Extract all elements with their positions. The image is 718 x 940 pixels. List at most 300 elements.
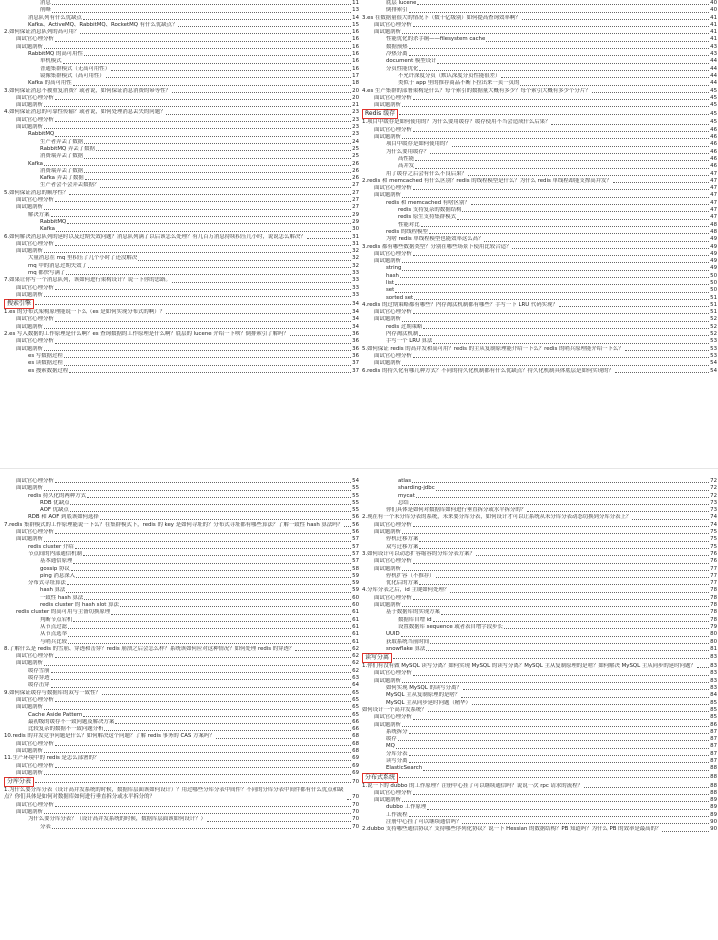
toc-entry[interactable] <box>362 273 717 280</box>
toc-entry[interactable] <box>362 346 717 353</box>
toc-page-number: 49 <box>710 258 717 265</box>
toc-entry[interactable] <box>4 277 359 284</box>
toc-entry[interactable] <box>4 309 359 316</box>
toc-entry[interactable] <box>4 131 359 138</box>
toc-entry[interactable] <box>4 660 359 667</box>
toc-entry[interactable] <box>4 500 359 507</box>
toc-entry[interactable] <box>4 316 359 323</box>
toc-entry[interactable] <box>362 700 717 707</box>
toc-entry[interactable] <box>362 743 717 750</box>
toc-page-number: 49 <box>710 236 717 243</box>
toc-page-number: 51 <box>710 294 717 301</box>
toc-entry[interactable] <box>4 22 359 29</box>
toc-entry[interactable] <box>362 609 717 616</box>
toc-entry[interactable] <box>4 763 359 770</box>
toc-entry[interactable] <box>4 609 359 616</box>
toc-entry[interactable] <box>362 478 717 485</box>
toc-page-number: 72 <box>710 492 717 499</box>
dot-leader <box>55 533 351 534</box>
toc-entry[interactable] <box>362 751 717 758</box>
toc-entry[interactable] <box>362 722 717 729</box>
toc-entry[interactable] <box>4 631 359 638</box>
toc-section-heading[interactable] <box>4 777 359 787</box>
dot-leader <box>44 490 351 491</box>
toc-entry[interactable] <box>362 812 717 819</box>
toc-entry[interactable] <box>362 156 717 163</box>
toc-entry[interactable] <box>362 544 717 551</box>
toc-entry[interactable] <box>4 824 359 831</box>
toc-entry[interactable] <box>4 124 359 131</box>
toc-entry[interactable] <box>4 66 359 73</box>
toc-entry[interactable] <box>362 149 717 156</box>
toc-entry[interactable] <box>362 595 717 602</box>
toc-entry[interactable] <box>4 741 359 748</box>
toc-entry[interactable] <box>362 819 717 826</box>
toc-entry[interactable] <box>4 690 359 697</box>
toc-entry[interactable] <box>4 485 359 492</box>
dot-leader <box>51 672 352 673</box>
toc-entry[interactable] <box>362 280 717 287</box>
toc-page-number: 90 <box>710 826 717 833</box>
toc-entry[interactable] <box>4 668 359 675</box>
toc-page-number: 48 <box>710 221 717 228</box>
toc-entry[interactable] <box>362 493 717 500</box>
toc-entry[interactable] <box>4 529 359 536</box>
dot-leader <box>80 33 351 34</box>
toc-entry[interactable] <box>362 141 717 148</box>
toc-entry-title: redis 原生支持集群模式 <box>398 214 456 221</box>
toc-entry[interactable] <box>362 66 717 73</box>
toc-entry[interactable] <box>4 95 359 102</box>
toc-entry[interactable] <box>4 617 359 624</box>
toc-entry[interactable] <box>362 558 717 565</box>
toc-entry[interactable] <box>4 29 359 36</box>
toc-entry[interactable] <box>4 551 359 558</box>
toc-entry[interactable] <box>362 602 717 609</box>
section-title: 搜索引擎 <box>4 299 34 309</box>
dot-leader <box>419 541 709 542</box>
toc-entry[interactable] <box>4 292 359 299</box>
toc-entry[interactable] <box>4 153 359 160</box>
dot-leader <box>44 813 351 814</box>
toc-page-number: 85 <box>710 699 717 706</box>
toc-page-number: 74 <box>710 514 717 521</box>
toc-entry[interactable] <box>4 573 359 580</box>
toc-entry[interactable] <box>362 765 717 772</box>
toc-entry[interactable] <box>362 171 717 178</box>
toc-entry[interactable] <box>4 44 359 51</box>
toc-entry-title: 面试题剖析 <box>16 345 43 352</box>
toc-entry[interactable] <box>4 212 359 219</box>
toc-entry[interactable] <box>4 587 359 594</box>
toc-entry[interactable] <box>4 263 359 270</box>
toc-section-heading[interactable] <box>4 299 359 309</box>
toc-entry-title: 3.如何设计可以动态扩容缩容的分库分表方案？ <box>362 550 475 557</box>
toc-entry[interactable] <box>4 324 359 331</box>
toc-entry[interactable] <box>4 646 359 653</box>
toc-entry[interactable] <box>362 685 717 692</box>
toc-entry-title: 面试题剖析 <box>374 134 401 141</box>
toc-entry[interactable] <box>4 102 359 109</box>
toc-entry[interactable] <box>4 682 359 689</box>
toc-entry[interactable] <box>4 182 359 189</box>
toc-entry-title: 工作流程 <box>386 811 408 818</box>
toc-entry[interactable] <box>362 758 717 765</box>
toc-entry[interactable] <box>362 258 717 265</box>
toc-entry[interactable] <box>362 331 717 338</box>
toc-page-number: 55 <box>352 492 359 499</box>
toc-page-number: 52 <box>710 331 717 338</box>
toc-entry-title: 面试官心理分析 <box>16 801 54 808</box>
toc-entry[interactable] <box>362 214 717 221</box>
toc-entry[interactable] <box>4 58 359 65</box>
toc-entry[interactable] <box>4 226 359 233</box>
toc-entry[interactable] <box>362 536 717 543</box>
toc-entry[interactable] <box>362 0 717 7</box>
toc-entry-title: snowflake 算法 <box>386 645 426 652</box>
dot-leader <box>409 733 710 734</box>
toc-entry[interactable] <box>362 714 717 721</box>
toc-entry-title: 缓存击穿 <box>28 682 50 689</box>
dot-leader <box>413 599 709 600</box>
toc-entry-title: 为什么要分库分表？（设计高并发系统的时候，数据库层面该如何设计？） <box>28 816 206 823</box>
toc-entry[interactable] <box>362 80 717 87</box>
toc-page-number: 20 <box>352 87 359 94</box>
toc-entry[interactable] <box>362 7 717 14</box>
toc-entry[interactable] <box>362 551 717 558</box>
toc-entry[interactable] <box>4 675 359 682</box>
toc-entry-title: 一致性 hash 算法 <box>40 594 84 601</box>
toc-entry[interactable] <box>362 663 717 670</box>
toc-entry[interactable] <box>362 95 717 102</box>
toc-entry-title: 7.如果让你写一个消息队列，该如何进行架构设计？说一下你的思路。 <box>4 277 171 284</box>
toc-section-heading[interactable] <box>362 109 717 119</box>
toc-entry[interactable] <box>362 631 717 638</box>
toc-entry-title: 镜像集群模式（高可用性） <box>40 72 105 79</box>
toc-entry[interactable] <box>4 353 359 360</box>
toc-entry[interactable] <box>362 580 717 587</box>
toc-entry[interactable] <box>4 346 359 353</box>
toc-entry[interactable] <box>362 244 717 251</box>
toc-entry[interactable] <box>4 0 359 7</box>
toc-entry[interactable] <box>4 241 359 248</box>
toc-entry[interactable] <box>4 219 359 226</box>
toc-entry-title: 面试官心理分析 <box>16 653 54 660</box>
toc-entry-title: 10.redis 的并发竞争问题是什么？如何解决这个问题？了解 redis 事务的 CAS 方案吗？ <box>4 733 215 740</box>
toc-entry[interactable] <box>4 168 359 175</box>
toc-entry[interactable] <box>362 624 717 631</box>
toc-entry[interactable] <box>4 15 359 22</box>
dot-leader <box>413 313 709 314</box>
toc-entry[interactable] <box>4 248 359 255</box>
toc-entry[interactable] <box>362 44 717 51</box>
toc-entry[interactable] <box>4 536 359 543</box>
toc-entry[interactable] <box>362 236 717 243</box>
toc-entry[interactable] <box>4 595 359 602</box>
toc-entry[interactable] <box>362 295 717 302</box>
dot-leader <box>55 201 351 202</box>
toc-entry[interactable] <box>362 58 717 65</box>
toc-entry[interactable] <box>362 51 717 58</box>
toc-entry[interactable] <box>4 204 359 211</box>
toc-entry[interactable] <box>362 88 717 95</box>
toc-entry[interactable] <box>362 485 717 492</box>
dot-leader <box>84 158 351 159</box>
dot-leader <box>520 85 709 86</box>
toc-entry[interactable] <box>362 200 717 207</box>
toc-page-number: 57 <box>352 558 359 565</box>
toc-page-number: 14 <box>352 14 359 21</box>
toc-entry[interactable] <box>362 514 717 521</box>
toc-page-number: 59 <box>352 572 359 579</box>
toc-entry[interactable] <box>4 748 359 755</box>
toc-entry-title: 2.现在有一个未分库分表的系统，未来要分库分表，如何设计才可以让系统从未分库分表动态切换到分库分表上？ <box>362 514 632 521</box>
toc-entry[interactable] <box>4 255 359 262</box>
toc-entry[interactable] <box>4 80 359 87</box>
toc-entry[interactable] <box>362 783 717 790</box>
toc-entry[interactable] <box>362 826 717 833</box>
toc-page-number: 68 <box>352 733 359 740</box>
toc-entry[interactable] <box>4 161 359 168</box>
toc-entry[interactable] <box>362 287 717 294</box>
toc-entry[interactable] <box>362 309 717 316</box>
toc-entry[interactable] <box>4 624 359 631</box>
toc-entry[interactable] <box>4 770 359 777</box>
toc-entry[interactable] <box>362 229 717 236</box>
toc-entry[interactable] <box>4 73 359 80</box>
toc-page-number: 88 <box>710 765 717 772</box>
toc-entry[interactable] <box>362 507 717 514</box>
toc-page-number: 55 <box>352 507 359 514</box>
dot-leader <box>527 511 709 512</box>
toc-entry[interactable] <box>362 324 717 331</box>
toc-entry[interactable] <box>4 558 359 565</box>
toc-entry[interactable] <box>362 36 717 43</box>
toc-entry[interactable] <box>362 302 717 309</box>
toc-entry[interactable] <box>362 573 717 580</box>
toc-page-number: 75 <box>710 536 717 543</box>
toc-entry[interactable] <box>4 146 359 153</box>
toc-entry[interactable] <box>362 678 717 685</box>
toc-entry-title: 2.redis 和 memcached 有什么区别？redis 的线程模型是什么？为什么 redis 单线程却能支撑高并发？ <box>362 177 612 184</box>
toc-page-number: 90 <box>710 819 717 826</box>
toc-entry[interactable] <box>4 580 359 587</box>
toc-entry[interactable] <box>362 353 717 360</box>
toc-page-number: 62 <box>352 645 359 652</box>
toc-entry[interactable] <box>362 251 717 258</box>
toc-page-number: 23 <box>352 124 359 131</box>
toc-entry-title: 注册中心挂了可以继续通信吗？ <box>386 819 462 826</box>
dot-leader <box>428 711 709 712</box>
toc-entry[interactable] <box>362 265 717 272</box>
dot-leader <box>393 658 709 659</box>
toc-entry[interactable] <box>362 707 717 714</box>
dot-leader <box>44 541 351 542</box>
toc-entry-title: 用了缓存之后会有什么不良后果？ <box>386 170 467 177</box>
toc-page-number: 54 <box>710 360 717 367</box>
toc-entry[interactable] <box>362 670 717 677</box>
toc-page-number: 84 <box>710 692 717 699</box>
toc-entry-title: 与哨兵比较 <box>40 638 67 645</box>
toc-entry-title: 总结 <box>398 499 409 506</box>
toc-entry[interactable] <box>362 646 717 653</box>
toc-section-heading[interactable] <box>362 653 717 663</box>
toc-entry[interactable] <box>362 729 717 736</box>
dot-leader <box>44 106 351 107</box>
toc-entry[interactable] <box>4 51 359 58</box>
dot-leader <box>106 77 351 78</box>
toc-entry[interactable] <box>362 639 717 646</box>
toc-entry[interactable] <box>362 797 717 804</box>
dot-leader <box>69 372 351 373</box>
toc-entry[interactable] <box>362 617 717 624</box>
toc-entry[interactable] <box>4 712 359 719</box>
toc-entry[interactable] <box>4 88 359 95</box>
dot-leader <box>66 274 351 275</box>
toc-entry[interactable] <box>4 139 359 146</box>
toc-entry-title: 面试题剖析 <box>16 536 43 543</box>
toc-entry[interactable] <box>362 360 717 367</box>
dot-leader <box>413 131 709 132</box>
toc-entry[interactable] <box>4 331 359 338</box>
dot-leader <box>429 233 709 234</box>
toc-page-number: 73 <box>710 507 717 514</box>
toc-entry[interactable] <box>362 29 717 36</box>
toc-entry[interactable] <box>4 639 359 646</box>
toc-entry[interactable] <box>4 285 359 292</box>
toc-entry[interactable] <box>4 368 359 375</box>
toc-entry[interactable] <box>4 514 359 521</box>
toc-entry[interactable] <box>4 704 359 711</box>
toc-entry[interactable] <box>4 493 359 500</box>
toc-entry[interactable] <box>4 234 359 241</box>
toc-entry[interactable] <box>362 134 717 141</box>
toc-page-number: 33 <box>352 269 359 276</box>
toc-entry[interactable] <box>4 697 359 704</box>
toc-entry-title: 获取系统当前时间 <box>386 638 430 645</box>
toc-page-number: 25 <box>352 145 359 152</box>
dot-leader <box>44 709 351 710</box>
toc-entry[interactable] <box>4 360 359 367</box>
toc-entry[interactable] <box>4 109 359 116</box>
toc-entry[interactable] <box>4 117 359 124</box>
toc-page-number: 62 <box>352 660 359 667</box>
dot-leader <box>402 262 709 263</box>
toc-page-number: 78 <box>710 594 717 601</box>
toc-entry[interactable] <box>4 338 359 345</box>
toc-entry[interactable] <box>362 522 717 529</box>
toc-entry[interactable] <box>362 587 717 594</box>
toc-entry[interactable] <box>362 178 717 185</box>
toc-entry-title: 3.如何保证消息不被重复消费？或者说，如何保证消息消费的幂等性？ <box>4 87 171 94</box>
dot-leader <box>413 719 709 720</box>
toc-entry[interactable] <box>4 197 359 204</box>
toc-entry[interactable] <box>362 338 717 345</box>
toc-entry[interactable] <box>362 566 717 573</box>
toc-entry-title: 最初级的缓存不一致问题及解决方案 <box>28 718 115 725</box>
toc-entry[interactable] <box>4 602 359 609</box>
toc-entry[interactable] <box>4 653 359 660</box>
toc-entry-title: 面试官心理分析 <box>374 352 412 359</box>
toc-entry[interactable] <box>362 222 717 229</box>
toc-entry[interactable] <box>4 36 359 43</box>
dot-leader <box>166 114 351 115</box>
toc-page-number: 44 <box>710 65 717 72</box>
toc-entry[interactable] <box>4 507 359 514</box>
toc-entry[interactable] <box>362 73 717 80</box>
toc-entry[interactable] <box>362 102 717 109</box>
toc-entry[interactable] <box>362 790 717 797</box>
toc-entry[interactable] <box>4 809 359 816</box>
toc-entry[interactable] <box>362 192 717 199</box>
toc-entry-title: 1.你们有没有做 MySQL 读写分离？如何实现 MySQL 的读写分离？MySQL 主从复制原理的是啥？如何解决 MySQL 主从同步的延时问题？ <box>362 663 696 670</box>
toc-entry[interactable] <box>362 119 717 126</box>
toc-entry[interactable] <box>362 736 717 743</box>
toc-entry[interactable] <box>362 185 717 192</box>
toc-entry[interactable] <box>4 478 359 485</box>
toc-entry[interactable] <box>362 529 717 536</box>
toc-entry[interactable] <box>4 190 359 197</box>
toc-entry-title: 性能对比 <box>398 221 420 228</box>
dot-leader <box>73 85 352 86</box>
toc-page-1 <box>0 0 718 468</box>
toc-entry[interactable] <box>4 787 359 802</box>
toc-entry[interactable] <box>4 816 359 823</box>
toc-entry[interactable] <box>362 368 717 375</box>
toc-entry[interactable] <box>4 566 359 573</box>
toc-page-number: 23 <box>352 131 359 138</box>
toc-entry[interactable] <box>362 163 717 170</box>
toc-page-number: 17 <box>352 72 359 79</box>
toc-entry[interactable] <box>362 127 717 134</box>
toc-entry[interactable] <box>4 270 359 277</box>
toc-entry[interactable] <box>362 22 717 29</box>
toc-entry[interactable] <box>362 500 717 507</box>
dot-leader <box>69 194 351 195</box>
toc-entry[interactable] <box>4 522 359 529</box>
dot-leader <box>120 606 351 607</box>
toc-entry[interactable] <box>4 802 359 809</box>
toc-entry[interactable] <box>362 804 717 811</box>
toc-page-number: 77 <box>710 572 717 579</box>
toc-entry-title: RDB 和 AOF 到底该如何选择 <box>28 514 99 521</box>
toc-entry[interactable] <box>4 544 359 551</box>
toc-entry[interactable] <box>362 207 717 214</box>
toc-entry-title: 面试官心理分析 <box>374 94 412 101</box>
dot-leader <box>409 762 710 763</box>
toc-entry-title: 面试官心理分析 <box>374 789 412 796</box>
section-title: Redis 缓存 <box>362 109 398 119</box>
toc-page-number: 83 <box>710 654 717 661</box>
toc-entry[interactable] <box>4 755 359 762</box>
dot-leader <box>662 831 709 832</box>
toc-entry-title: 生产者会不会弄丢数据？ <box>40 182 100 189</box>
toc-entry[interactable] <box>4 733 359 740</box>
toc-entry[interactable] <box>4 175 359 182</box>
toc-entry[interactable] <box>4 7 359 14</box>
toc-entry[interactable] <box>4 726 359 733</box>
toc-entry-title: 分表 <box>40 823 51 830</box>
toc-entry[interactable] <box>362 15 717 22</box>
toc-entry[interactable] <box>4 719 359 726</box>
dot-leader <box>55 343 351 344</box>
toc-entry[interactable] <box>362 316 717 323</box>
toc-entry[interactable] <box>362 692 717 699</box>
dot-leader <box>419 548 709 549</box>
toc-page-number: 30 <box>352 226 359 233</box>
dot-leader <box>419 70 709 71</box>
toc-section-heading[interactable] <box>362 773 717 783</box>
